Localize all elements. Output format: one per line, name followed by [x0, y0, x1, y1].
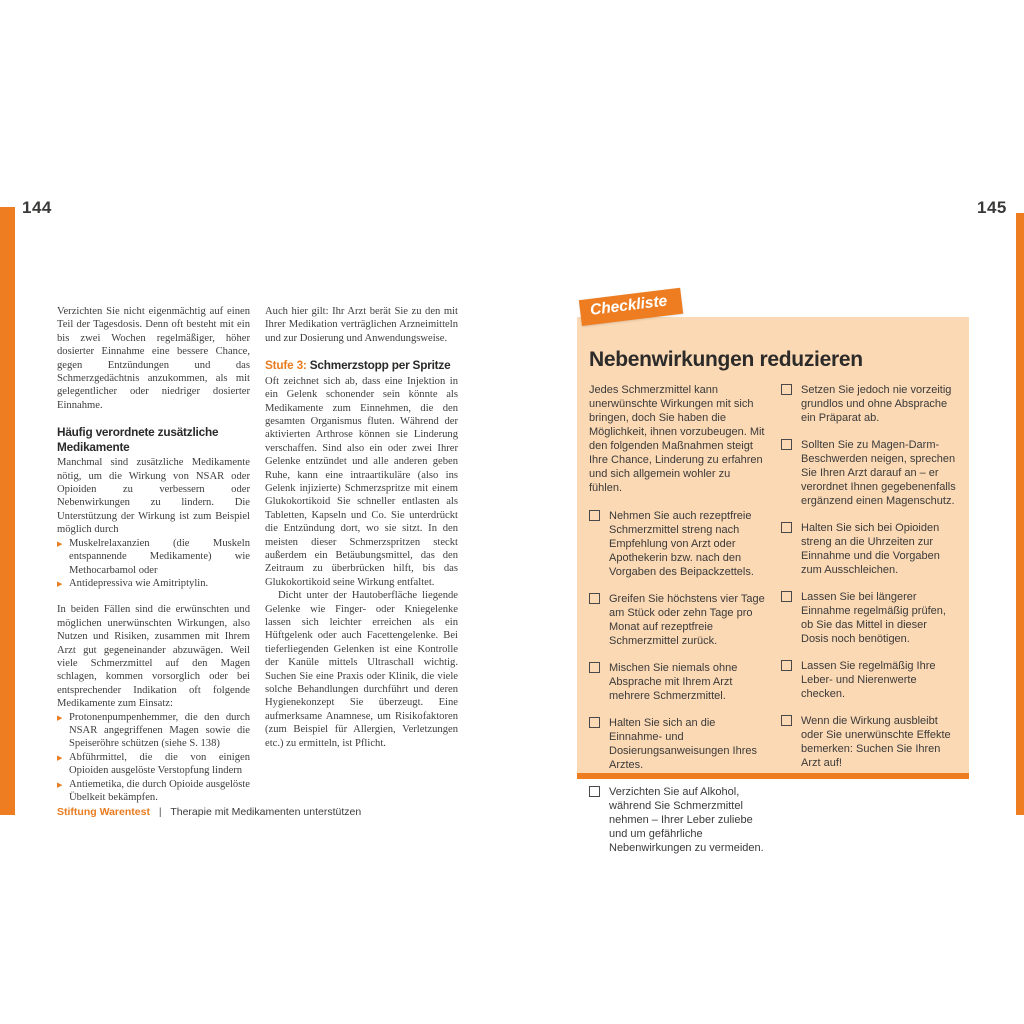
checklist-intro: Jedes Schmerzmittel kann unerwünschte Wirkungen mit sich bringen, doch Sie haben die Möglichkeit, ihnen vorzubeugen. Mit den folgenden Maßnahmen steigt Ihre Chance, Linderung zu erfahren und sich allgemein wohler zu fühlen.: [589, 384, 765, 494]
page-edge-bar-right: [1016, 213, 1024, 815]
paragraph: Auch hier gilt: Ihr Arzt berät Sie zu den mit Ihrer Medikation verträglichen Arzneimitteln und zur Dosierung und Anwendungsweise.: [265, 306, 458, 344]
heading-rest: Schmerzstopp per Spritze: [306, 358, 451, 373]
checklist-column-left: [589, 383, 766, 868]
list-item: [57, 577, 250, 590]
checklist-item: [781, 714, 957, 770]
bullet-arrow-icon: ▶: [57, 713, 63, 722]
list-item: [57, 711, 250, 751]
footer-chapter-title: Therapie mit Medikamenten unterstützen: [170, 806, 362, 818]
checkbox-icon[interactable]: [781, 715, 792, 726]
bullet-list: [57, 537, 250, 591]
list-item-text: Antidepressiva wie Amitriptylin.: [69, 577, 209, 589]
checklist-item: [589, 716, 766, 772]
left-page-column-1: [57, 305, 250, 817]
checkbox-icon[interactable]: [589, 662, 600, 673]
list-item: [57, 751, 250, 778]
paragraph: Verzichten Sie nicht eigenmächtig auf einen Teil der Tagesdosis. Denn oft besteht mit ein bis zwei Wochen regelmäßiger, höher dosierter Einnahme eine bessere Chance, gegen Entzündungen und das Schmerzgedächtnis anzukommen, als mit gelegentlicher oder niedriger dosierter Einnahme.: [57, 306, 250, 411]
checkbox-icon[interactable]: [781, 439, 792, 450]
heading-accent: Stufe 3:: [265, 358, 307, 373]
checkbox-icon[interactable]: [781, 384, 792, 395]
checkbox-icon[interactable]: [781, 660, 792, 671]
checklist-item-text: Halten Sie sich an die Einnahme- und Dosierungsanweisungen Ihres Arztes.: [609, 717, 757, 771]
checkbox-icon[interactable]: [781, 591, 792, 602]
checklist-item-text: Setzen Sie jedoch nie vorzeitig grundlos und ohne Absprache ein Präparat ab.: [801, 384, 952, 424]
bullet-arrow-icon: ▶: [57, 579, 63, 588]
checklist-panel: [577, 292, 969, 854]
checklist-item-text: Wenn die Wirkung ausbleibt oder Sie unerwünschte Effekte bemerken: Suchen Sie Ihren Arzt auf!: [801, 715, 951, 769]
checkbox-icon[interactable]: [589, 510, 600, 521]
checklist-item: [781, 590, 957, 646]
checklist-item-text: Sollten Sie zu Magen-Darm-Beschwerden neigen, sprechen Sie Ihren Arzt darauf an – er verordnet Ihnen gegebenenfalls ergänzend einen Magenschutz.: [801, 439, 956, 507]
checkbox-icon[interactable]: [589, 717, 600, 728]
checklist-columns: [589, 383, 957, 868]
left-page-body: [57, 305, 459, 817]
page-edge-bar-left: [0, 207, 15, 815]
checklist-item-text: Mischen Sie niemals ohne Absprache mit Ihrem Arzt mehrere Schmerzmittel.: [609, 662, 738, 702]
list-item-text: Abführmittel, die die von einigen Opioiden ausgelöste Verstopfung lindern: [69, 751, 250, 777]
section-heading-stufe-3: [265, 358, 458, 373]
checkbox-icon[interactable]: [781, 522, 792, 533]
bullet-arrow-icon: ▶: [57, 780, 63, 789]
paragraph: Manchmal sind zusätzliche Medikamente nötig, um die Wirkung von NSAR oder Opioiden zu verbessern oder Nebenwirkungen zu lindern. Die Unterstützung der Wirkung ist zum Beispiel möglich durch: [57, 457, 250, 536]
page-number-right: 145: [977, 198, 1007, 217]
running-footer: [57, 806, 361, 818]
checklist-item: [589, 509, 766, 579]
checkbox-icon[interactable]: [589, 593, 600, 604]
checklist-item-text: Lassen Sie regelmäßig Ihre Leber- und Nierenwerte checken.: [801, 660, 936, 700]
checklist-item: [781, 521, 957, 577]
checklist-item: [589, 661, 766, 703]
checklist-item: [781, 438, 957, 508]
footer-separator: |: [158, 806, 162, 818]
checklist-item: [589, 785, 766, 855]
section-heading: Häufig verordnete zusätzliche Medikamente: [57, 425, 219, 454]
checklist-item-text: Nehmen Sie auch rezeptfreie Schmerzmittel streng nach Empfehlung von Arzt oder Apothekerin bzw. nach den Vorgaben des Beipackzettels.: [609, 510, 754, 578]
checklist-item: [781, 659, 957, 701]
checklist-item: [589, 592, 766, 648]
checklist-item-text: Halten Sie sich bei Opioiden streng an die Uhrzeiten zur Einnahme und die Vorgaben zum Ausschleichen.: [801, 522, 940, 576]
paragraph: Oft zeichnet sich ab, dass eine Injektion in ein Gelenk schonender sein könnte als Medikamente zum Einnehmen, die den gesamten Organismus fluten. Während der aktivierten Arthrose können sie Linderung verschaffen. Sind also ein oder zwei Ihrer Gelenke entzündet und alle anderen geben Ruhe, kann eine intraartikuläre (also ins Gelenk injizierte) Schmerzspritze mit einem Glukokortikoid Sie schneller entlasten als Tabletten, Kapseln und Co. Sie unterdrückt die Entzündung dort, wo sie sitzt. In den meisten dieser Schmerzspritzen steckt außerdem ein Betäubungsmittel, das den Zeitraum zu überbrücken hilft, bis das Glukokortikoid seine Wirkung entfaltet.: [265, 375, 458, 588]
list-item-text: Antiemetika, die durch Opioide ausgelöste Übelkeit bekämpfen.: [69, 778, 250, 803]
checklist-column-right: [781, 383, 957, 868]
list-item: [57, 778, 250, 805]
checkbox-icon[interactable]: [589, 786, 600, 797]
left-page-column-2: [265, 305, 458, 817]
checklist-item-text: Lassen Sie bei längerer Einnahme regelmäßig prüfen, ob Sie das Mittel in dieser Dosis noch benötigen.: [801, 591, 946, 645]
paragraph: Dicht unter der Hautoberfläche liegende Gelenke wie Finger- oder Kniegelenke lassen sich leichter erreichen als ein Hüftgelenk oder auch Facettengelenke. Bei tieferliegenden Gelenken ist eine Kontrolle der Kanüle mittels Ultraschall wichtig. Suchen Sie eine Praxis oder Klinik, die viele solche Behandlungen durchführt und deren Hygienekonzept Sie überzeugt. Eine aufmerksame Anamnese, um Risikofaktoren (zum Beispiel für Allergien, Verletzungen etc.) zu ermitteln, ist Pflicht.: [265, 590, 458, 749]
checklist-item-text: Greifen Sie höchstens vier Tage am Stück oder zehn Tage pro Monat auf rezeptfreie Schmerzmittel zurück.: [609, 593, 765, 647]
list-item: [57, 537, 250, 577]
page-number-left: 144: [22, 198, 52, 217]
bullet-list: [57, 711, 250, 805]
list-item-text: Protonenpumpenhemmer, die den durch NSAR angegriffenen Magen sowie die Speiseröhre schützen (siehe S. 138): [69, 711, 250, 750]
checklist-ribbon: Checkliste: [579, 288, 683, 326]
checklist-title: Nebenwirkungen reduzieren: [589, 348, 863, 371]
list-item-text: Muskelrelaxanzien (die Muskeln entspannende Medikamente) wie Methocarbamol oder: [69, 537, 250, 576]
bullet-arrow-icon: ▶: [57, 753, 63, 762]
checklist-item-text: Verzichten Sie auf Alkohol, während Sie Schmerzmittel nehmen – Ihrer Leber zuliebe und um gefährliche Nebenwirkungen zu vermeiden.: [609, 786, 764, 854]
paragraph: In beiden Fällen sind die erwünschten und möglichen unerwünschten Wirkungen, also Nutzen und Risiken, zusammen mit Ihrem Arzt gut gegeneinander abzuwägen. Weil viele Schmerzmittel auf den Magen schlagen, kommen vorsorglich oder bei entsprechender Indikation oft folgende Medikamente zum Einsatz:: [57, 604, 250, 710]
checklist-item: [781, 383, 957, 425]
bullet-arrow-icon: ▶: [57, 539, 63, 548]
footer-brand: Stiftung Warentest: [57, 806, 150, 818]
